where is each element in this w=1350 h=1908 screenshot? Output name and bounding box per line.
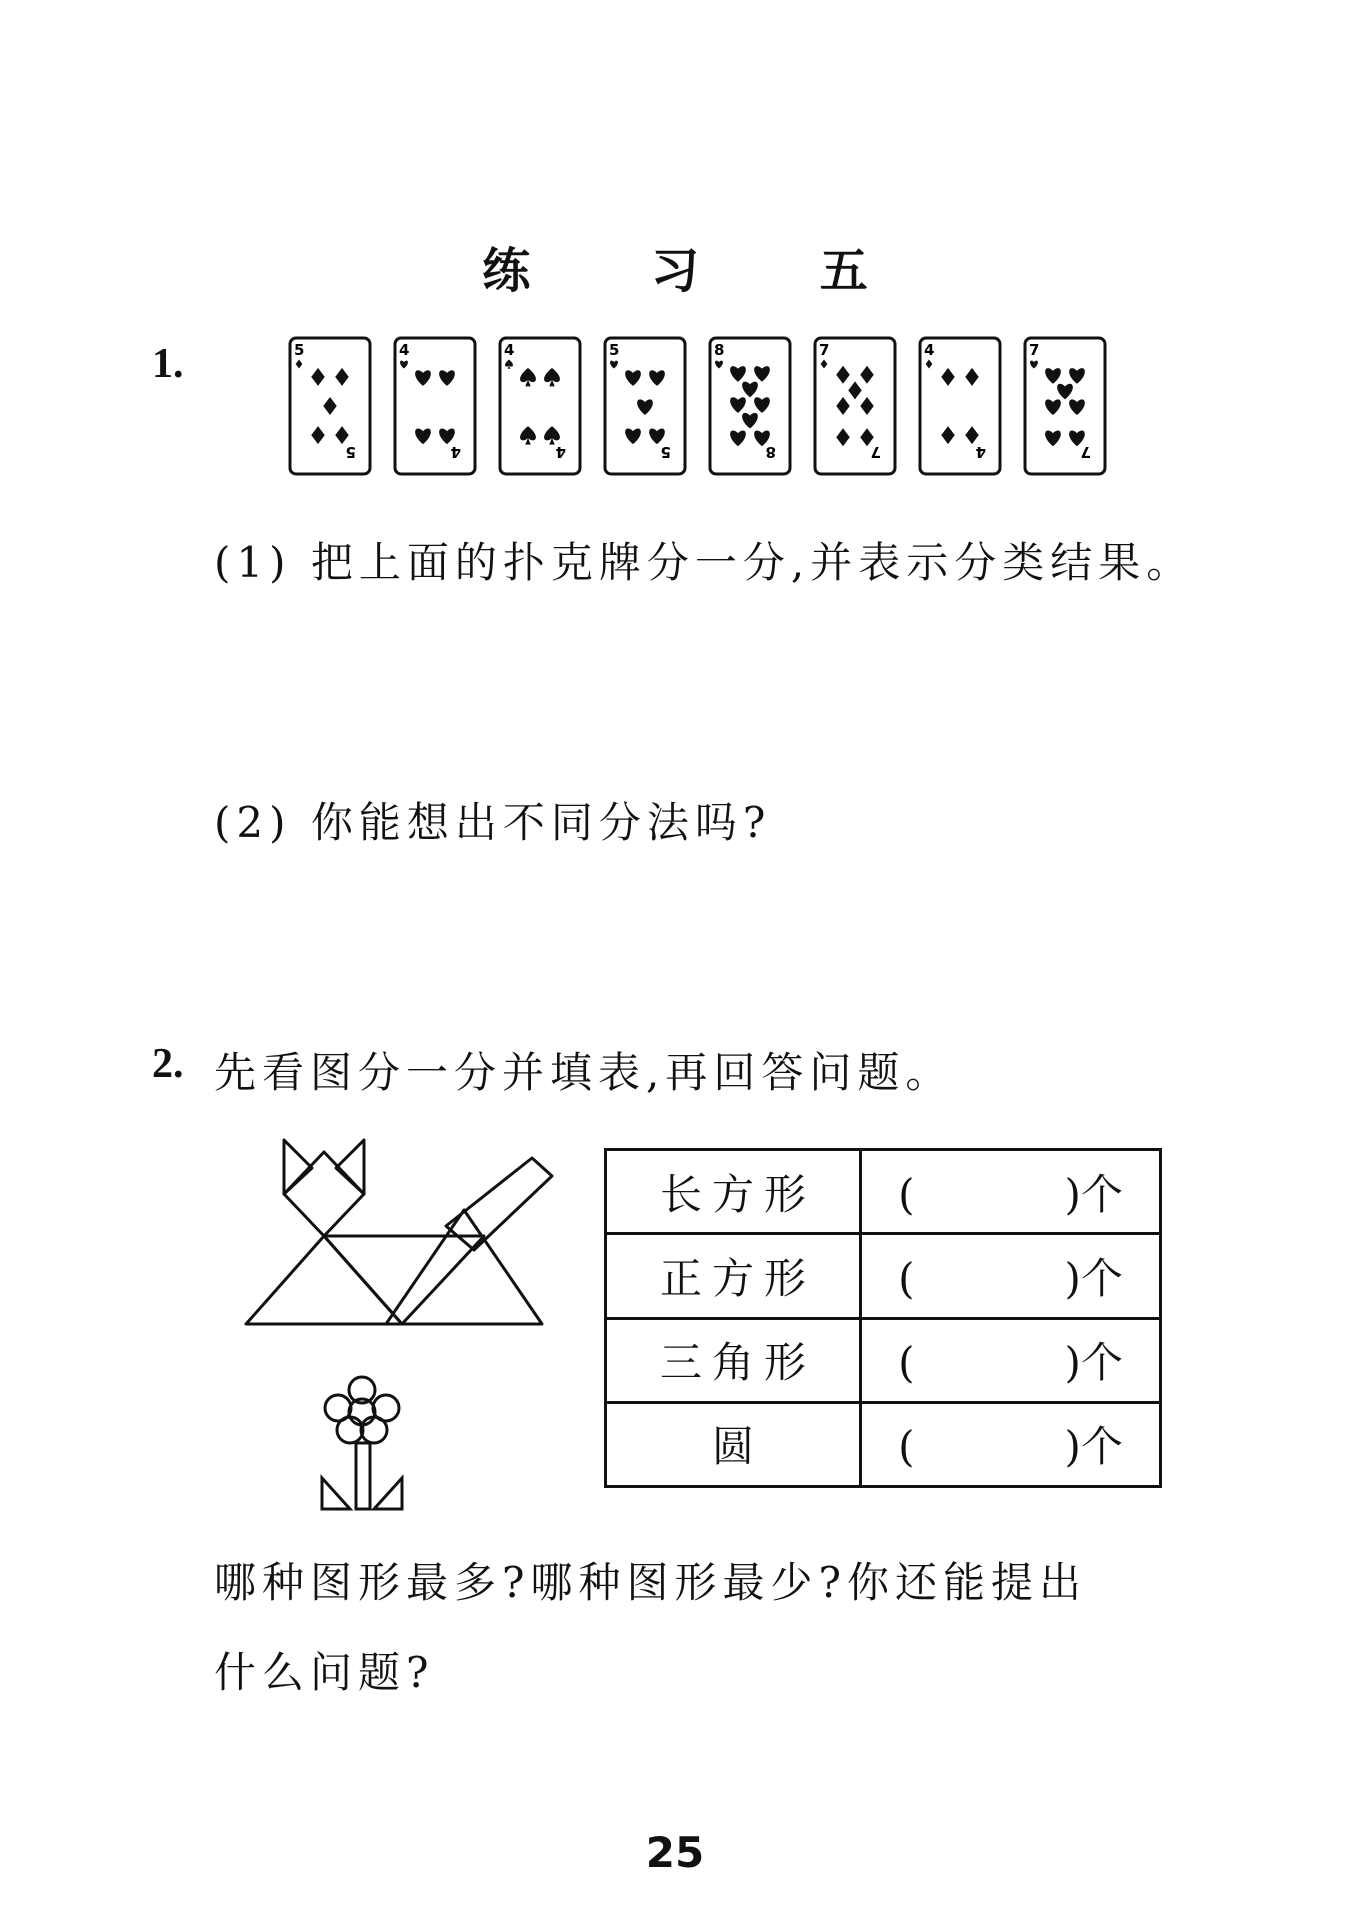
card-rank-bottom: 4	[450, 443, 461, 461]
card-rank-bottom: 5	[345, 443, 356, 461]
tangram-cat-figure	[236, 1134, 556, 1354]
question-2-instruction: 先看图分一分并填表,再回答问题。	[214, 1048, 954, 1097]
playing-cards	[288, 336, 1108, 476]
open-paren: (	[898, 1338, 915, 1388]
question-2-prompt-line-1: 哪种图形最多?哪种图形最少?你还能提出	[214, 1558, 1088, 1607]
card-rank-bottom: 5	[660, 443, 671, 461]
playing-card-7-heart	[1025, 338, 1105, 474]
flower-figure	[312, 1374, 412, 1514]
open-paren: (	[898, 1253, 915, 1303]
close-paren-unit: )个	[1064, 1253, 1123, 1303]
flower-right-leaf-triangle	[374, 1478, 402, 1509]
playing-card-7-diamond	[815, 338, 895, 474]
question-2-prompt-line-2: 什么问题?	[214, 1648, 435, 1697]
card-rank-top: 5	[609, 341, 620, 359]
card-rank-top: 5	[294, 341, 305, 359]
open-paren: (	[898, 1422, 915, 1472]
card-rank-top: 8	[714, 341, 725, 359]
playing-card-8-heart	[710, 338, 790, 474]
table-row	[606, 1318, 1161, 1402]
shape-name-cell: 正方形	[606, 1234, 861, 1318]
card-rank-top: 7	[1029, 341, 1040, 359]
playing-card-4-diamond	[920, 338, 1000, 474]
playing-card-4-heart	[395, 338, 475, 474]
page-title: 练 习 五	[482, 243, 920, 299]
card-rank-top: 4	[924, 341, 935, 359]
playing-card-5-diamond	[290, 338, 370, 474]
table-row	[606, 1234, 1161, 1318]
question-2-number: 2.	[152, 1041, 184, 1087]
playing-card-4-spade	[500, 338, 580, 474]
cat-body-left-triangle	[246, 1236, 402, 1324]
count-answer-cell[interactable]	[861, 1402, 1161, 1486]
question-1-part-1: (1) 把上面的扑克牌分一分,并表示分类结果。	[214, 538, 1195, 587]
flower-left-leaf-triangle	[322, 1478, 350, 1509]
open-paren: (	[898, 1169, 915, 1219]
shape-count-table	[604, 1148, 1162, 1488]
card-rank-bottom: 4	[975, 443, 986, 461]
question-1-number: 1.	[152, 341, 184, 387]
page-number: 25	[645, 1828, 705, 1877]
flower-circle-bottom-right	[361, 1417, 387, 1443]
table-row	[606, 1150, 1161, 1234]
card-rank-bottom: 8	[765, 443, 776, 461]
playing-card-5-heart	[605, 338, 685, 474]
shape-name-cell: 圆	[606, 1402, 861, 1486]
card-rank-top: 7	[819, 341, 830, 359]
close-paren-unit: )个	[1064, 1338, 1123, 1388]
card-rank-bottom: 7	[1080, 443, 1091, 461]
card-rank-bottom: 4	[555, 443, 566, 461]
shape-name-cell: 长方形	[606, 1150, 861, 1234]
flower-stem-rectangle	[356, 1443, 370, 1509]
card-rank-top: 4	[504, 341, 515, 359]
table-row	[606, 1402, 1161, 1486]
count-answer-cell[interactable]	[861, 1234, 1161, 1318]
count-answer-cell[interactable]	[861, 1150, 1161, 1234]
card-rank-bottom: 7	[870, 443, 881, 461]
cat-body-right-triangle	[386, 1210, 542, 1324]
count-answer-cell[interactable]	[861, 1318, 1161, 1402]
shape-name-cell: 三角形	[606, 1318, 861, 1402]
close-paren-unit: )个	[1064, 1169, 1123, 1219]
cat-body-parallelogram	[324, 1236, 484, 1324]
question-1-part-2: (2) 你能想出不同分法吗?	[214, 798, 772, 847]
flower-circle-bottom-left	[337, 1417, 363, 1443]
close-paren-unit: )个	[1064, 1422, 1123, 1472]
card-rank-top: 4	[399, 341, 410, 359]
cat-head-square	[284, 1152, 364, 1236]
